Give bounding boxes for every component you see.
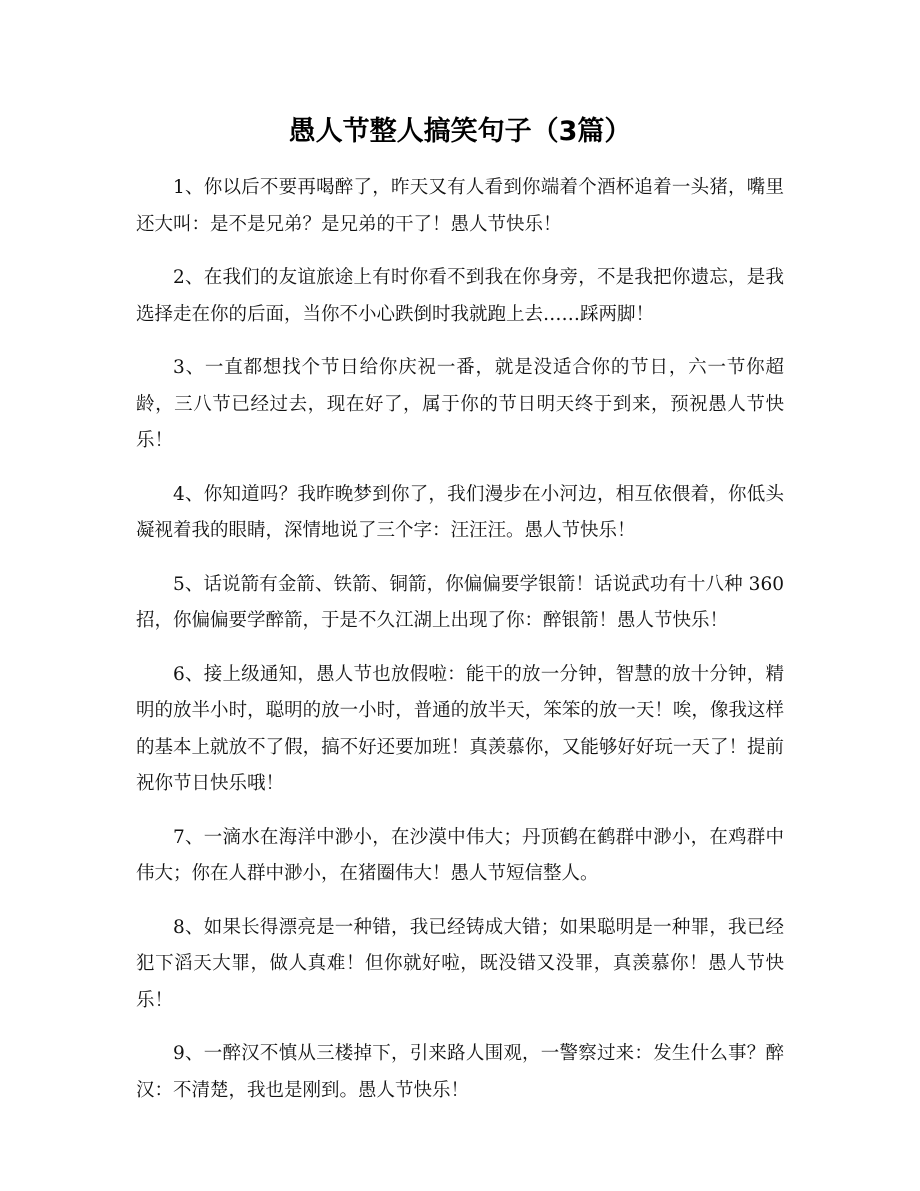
document-body bbox=[136, 170, 784, 1126]
paragraph-8: 8、如果长得漂亮是一种错，我已经铸成大错；如果聪明是一种罪，我已经犯下滔天大罪，做人真难！但你就好啦，既没错又没罪，真羡慕你！愚人节快乐！ bbox=[136, 916, 784, 1011]
paragraph-9: 9、一醉汉不慎从三楼掉下，引来路人围观，一警察过来：发生什么事？醉汉：不清楚，我也是刚到。愚人节快乐！ bbox=[136, 1043, 784, 1101]
paragraph-1: 1、你以后不要再喝醉了，昨天又有人看到你端着个酒杯追着一头猪，嘴里还大叫：是不是兄弟？是兄弟的干了！愚人节快乐！ bbox=[136, 177, 784, 235]
document-title: 愚人节整人搞笑句子（3篇） bbox=[288, 116, 632, 147]
paragraph-7: 7、一滴水在海洋中渺小，在沙漠中伟大；丹顶鹤在鹤群中渺小，在鸡群中伟大；你在人群中渺小，在猪圈伟大！愚人节短信整人。 bbox=[136, 826, 784, 884]
paragraph-6: 6、接上级通知，愚人节也放假啦：能干的放一分钟，智慧的放十分钟，精明的放半小时，聪明的放一小时，普通的放半天，笨笨的放一天！唉，像我这样的基本上就放不了假，搞不好还要加班！真羡慕你，又能够好好玩一天了！提前祝你节日快乐哦！ bbox=[136, 663, 784, 794]
paragraph-4: 4、你知道吗？我昨晚梦到你了，我们漫步在小河边，相互依偎着，你低头凝视着我的眼睛，深情地说了三个字：汪汪汪。愚人节快乐！ bbox=[136, 483, 784, 541]
paragraph-3: 3、一直都想找个节日给你庆祝一番，就是没适合你的节日，六一节你超龄，三八节已经过去，现在好了，属于你的节日明天终于到来，预祝愚人节快乐！ bbox=[136, 357, 784, 451]
paragraph-2: 2、在我们的友谊旅途上有时你看不到我在你身旁，不是我把你遗忘，是我选择走在你的后面，当你不小心跌倒时我就跑上去……踩两脚！ bbox=[136, 267, 784, 325]
paragraph-5: 5、话说箭有金箭、铁箭、铜箭，你偏偏要学银箭！话说武功有十八种 360 招，你偏偏要学醉箭，于是不久江湖上出现了你：醉银箭！愚人节快乐！ bbox=[136, 573, 784, 631]
